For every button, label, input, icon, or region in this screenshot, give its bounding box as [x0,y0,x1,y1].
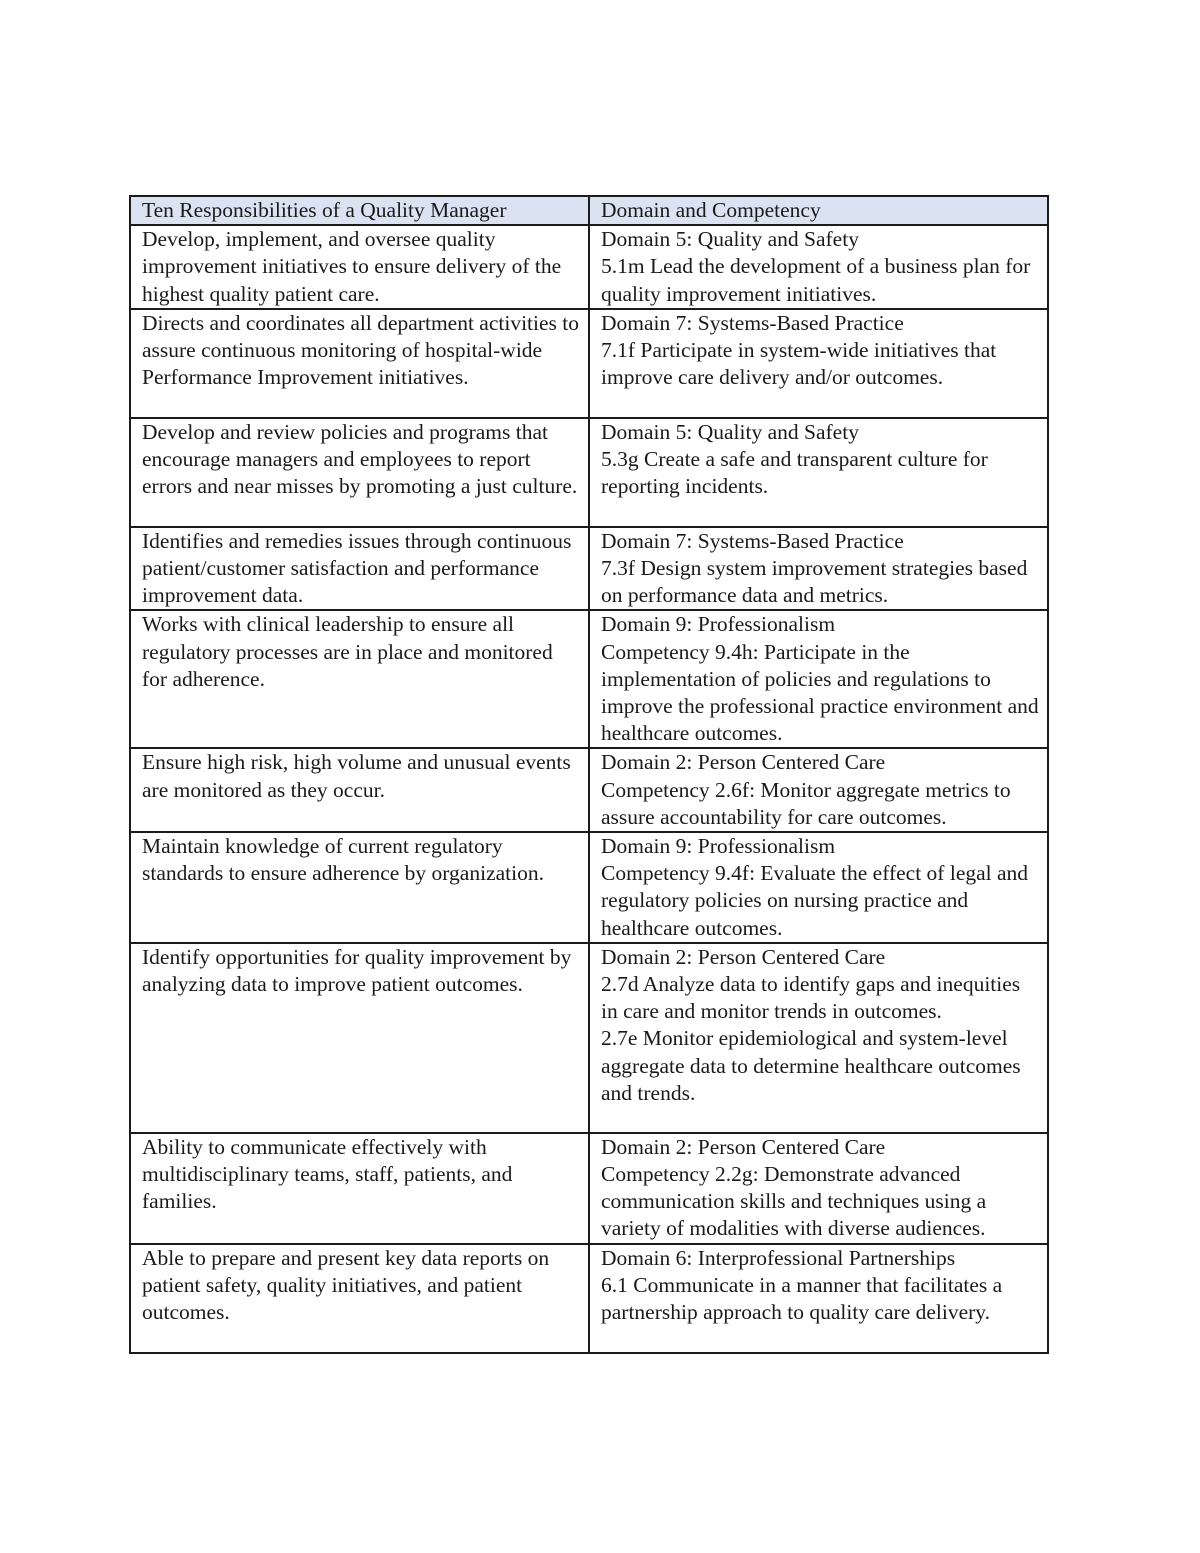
domain-competency-cell [589,527,1048,611]
responsibility-cell: Directs and coordinates all department activities to assure continuous monitoring of hospital-wide Performance Improvement initiatives. [130,309,589,418]
competency-text: 2.7d Analyze data to identify gaps and inequities in care and monitor trends in outcomes. [601,972,1021,1024]
competency-text: 7.1f Participate in system-wide initiatives that improve care delivery and/or outcomes. [601,338,997,390]
responsibility-cell: Identifies and remedies issues through continuous patient/customer satisfaction and performance improvement data. [130,527,589,611]
domain-name: Domain 7: Systems-Based Practice [601,528,904,553]
domain-name: Domain 7: Systems-Based Practice [601,310,904,335]
table-row [130,1244,1048,1353]
table-row [130,309,1048,418]
domain-name: Domain 2: Person Centered Care [601,944,886,969]
competency-text: Competency 9.4h: Participate in the implementation of policies and regulations to improve the professional practice environment and healthcare outcomes. [601,639,1039,746]
table-header-row [130,196,1048,225]
domain-competency-cell [589,943,1048,1133]
domain-name: Domain 6: Interprofessional Partnerships [601,1245,956,1270]
table-row [130,610,1048,748]
header-domain-competency: Domain and Competency [589,196,1048,225]
responsibility-cell: Identify opportunities for quality improvement by analyzing data to improve patient outcomes. [130,943,589,1133]
responsibility-cell: Able to prepare and present key data reports on patient safety, quality initiatives, and patient outcomes. [130,1244,589,1353]
domain-competency-cell [589,418,1048,527]
responsibility-cell: Maintain knowledge of current regulatory standards to ensure adherence by organization. [130,832,589,943]
competency-text: 2.7e Monitor epidemiological and system-level aggregate data to determine healthcare outcomes and trends. [601,1026,1021,1105]
responsibility-cell: Ensure high risk, high volume and unusual events are monitored as they occur. [130,748,589,832]
responsibility-cell: Develop, implement, and oversee quality improvement initiatives to ensure delivery of the highest quality patient care. [130,225,589,309]
domain-competency-cell [589,1244,1048,1353]
table-row [130,748,1048,832]
competency-table [129,195,1049,1354]
table-body [130,196,1048,1353]
domain-name: Domain 9: Professionalism [601,612,836,637]
domain-name: Domain 5: Quality and Safety [601,419,859,444]
domain-name: Domain 5: Quality and Safety [601,227,859,252]
domain-name: Domain 2: Person Centered Care [601,1134,886,1159]
competency-text: Competency 2.6f: Monitor aggregate metrics to assure accountability for care outcomes. [601,777,1011,829]
domain-name: Domain 9: Professionalism [601,834,836,859]
competency-text: 5.1m Lead the development of a business plan for quality improvement initiatives. [601,254,1031,306]
domain-competency-cell [589,309,1048,418]
domain-name: Domain 2: Person Centered Care [601,750,886,775]
table-row [130,943,1048,1133]
table-row [130,225,1048,309]
competency-text: 7.3f Design system improvement strategies based on performance data and metrics. [601,556,1028,608]
competency-text: Competency 2.2g: Demonstrate advanced communication skills and techniques using a variety of modalities with diverse audiences. [601,1162,987,1241]
domain-competency-cell [589,610,1048,748]
domain-competency-cell [589,748,1048,832]
responsibility-cell: Develop and review policies and programs that encourage managers and employees to report errors and near misses by promoting a just culture. [130,418,589,527]
domain-competency-cell [589,225,1048,309]
header-responsibilities: Ten Responsibilities of a Quality Manager [130,196,589,225]
table-row [130,832,1048,943]
competency-text: 6.1 Communicate in a manner that facilitates a partnership approach to quality care delivery. [601,1272,1003,1325]
table-row [130,1133,1048,1244]
domain-competency-cell [589,832,1048,943]
table-row [130,527,1048,611]
competency-text: 5.3g Create a safe and transparent culture for reporting incidents. [601,447,988,499]
table-row [130,418,1048,527]
domain-competency-cell [589,1133,1048,1244]
responsibility-cell: Works with clinical leadership to ensure all regulatory processes are in place and monitored for adherence. [130,610,589,748]
responsibility-cell: Ability to communicate effectively with multidisciplinary teams, staff, patients, and families. [130,1133,589,1244]
competency-text: Competency 9.4f: Evaluate the effect of legal and regulatory policies on nursing practice and healthcare outcomes. [601,861,1029,940]
